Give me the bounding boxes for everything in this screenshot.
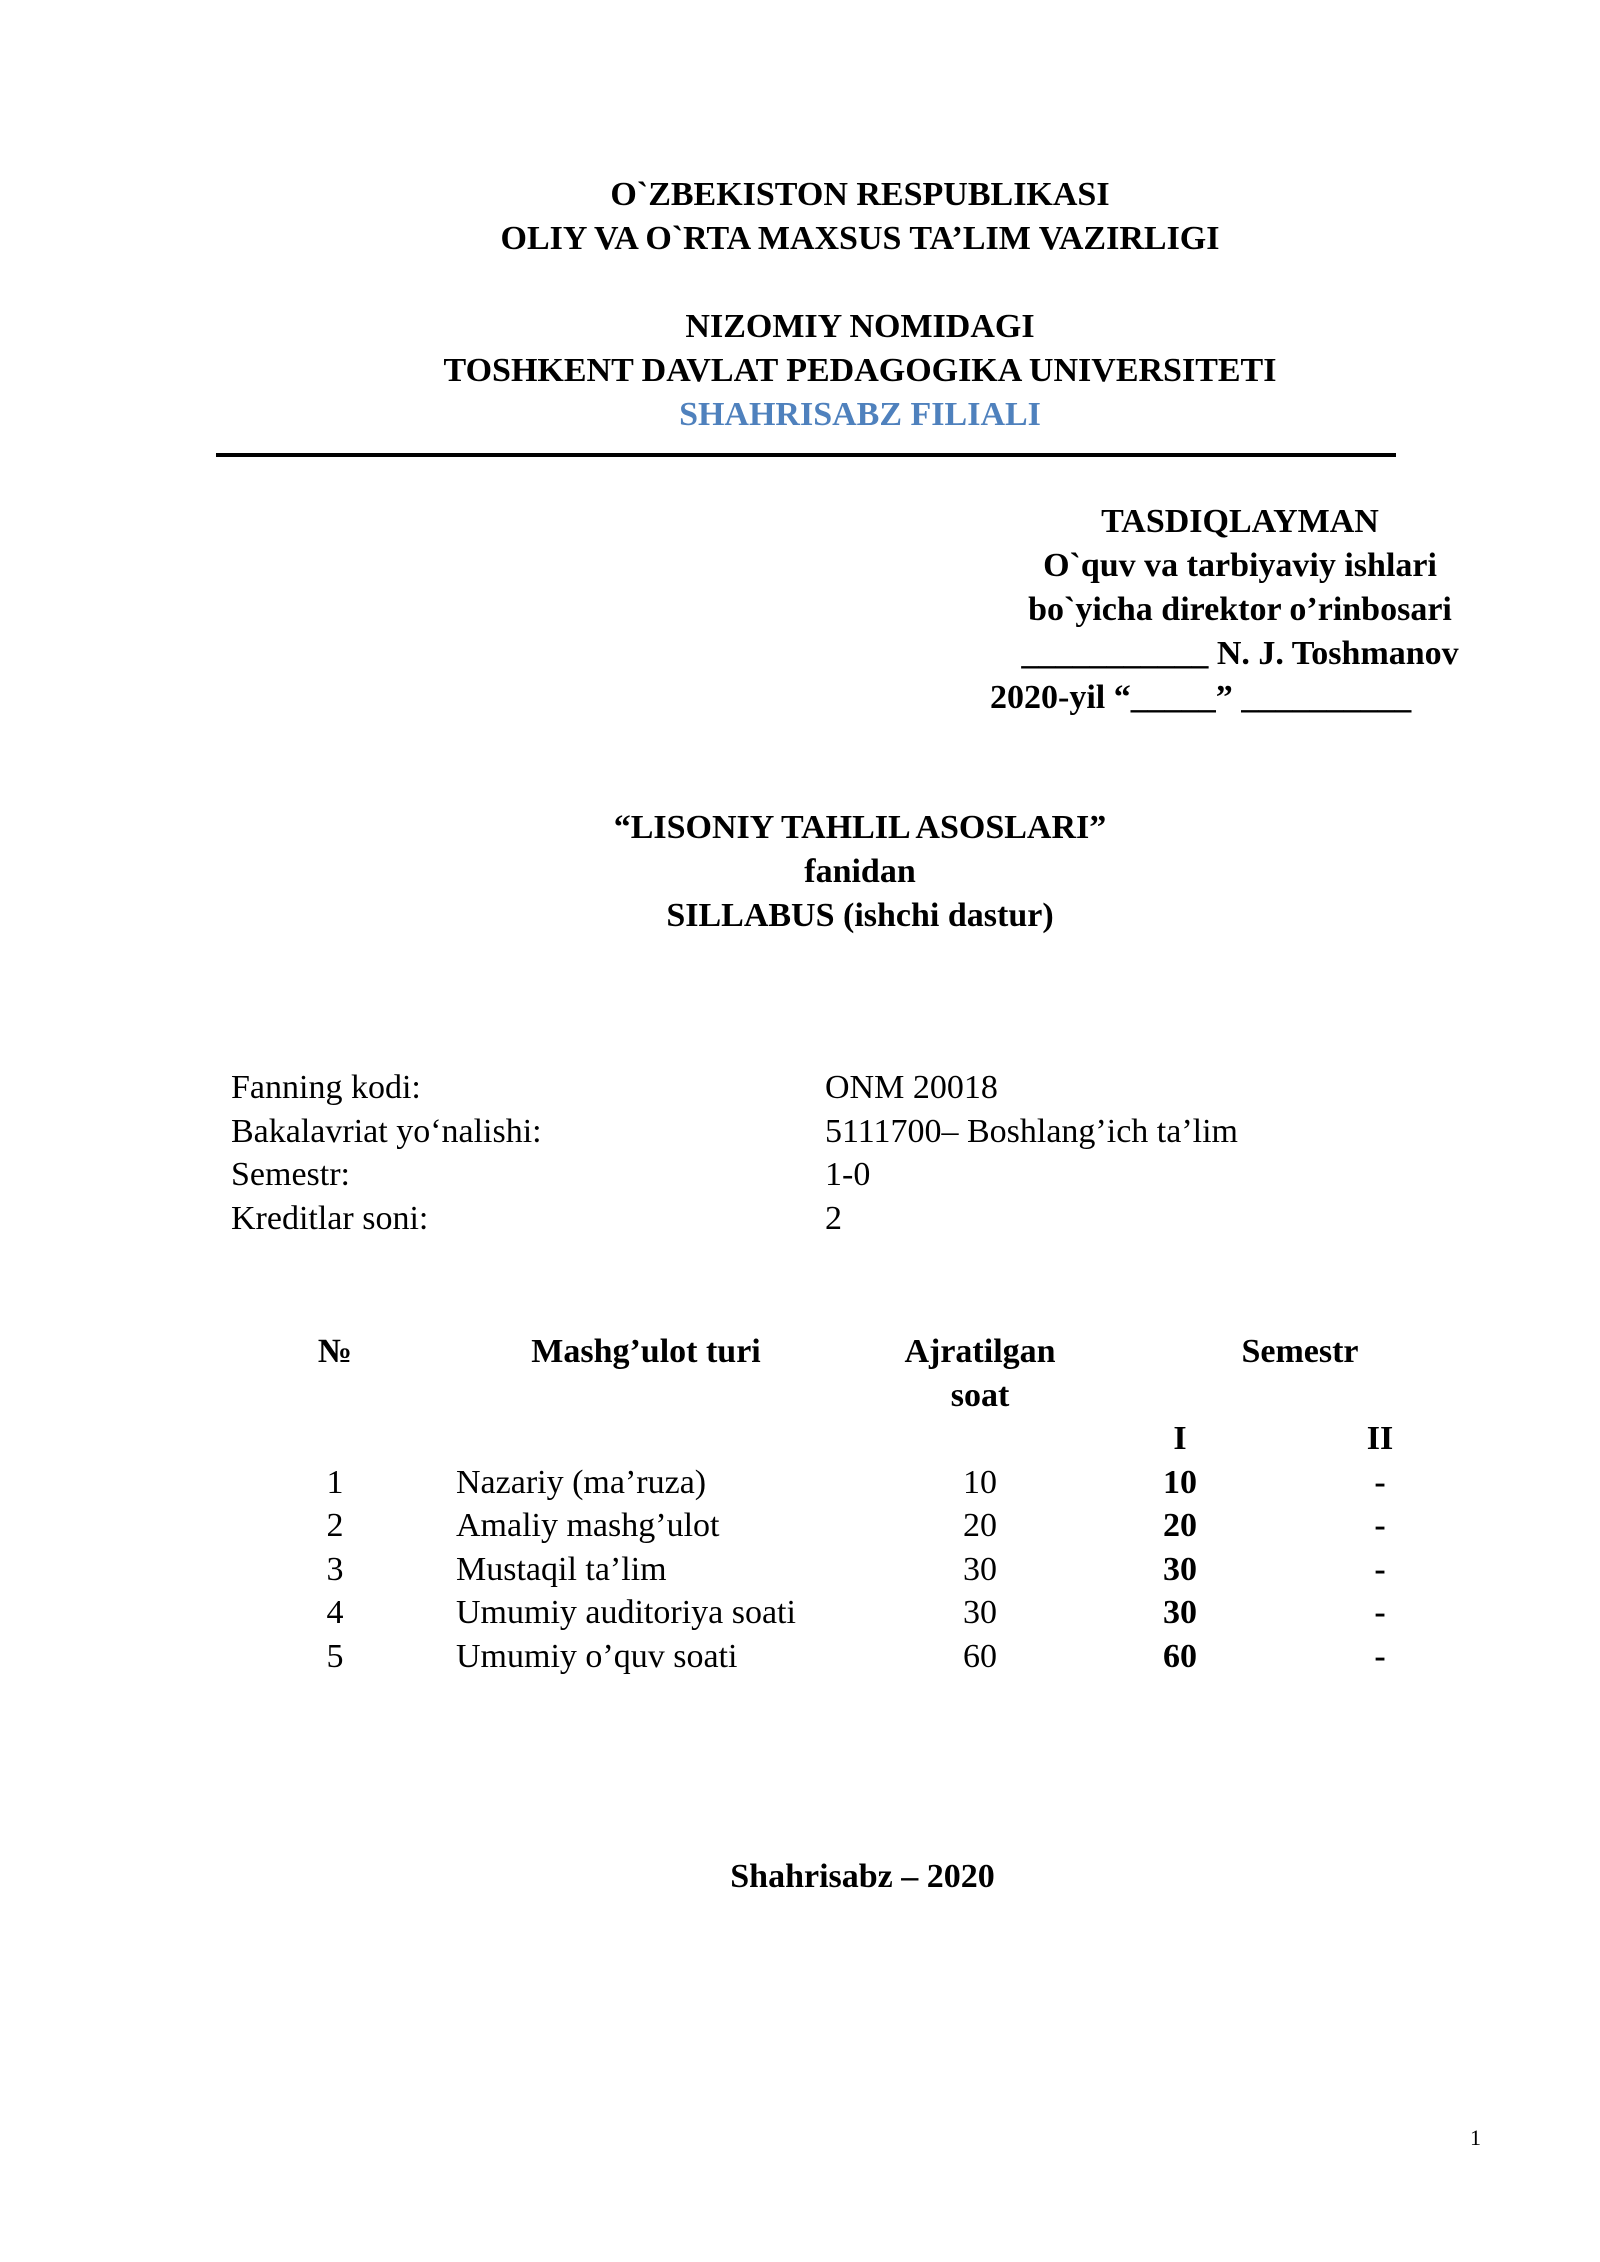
subject-title: “LISONIY TAHLIL ASOSLARI”: [613, 809, 1107, 846]
table-row-semester-2: -: [1374, 1594, 1386, 1631]
table-row-semester-1: 30: [1163, 1594, 1197, 1631]
table-row-semester-2: -: [1374, 1507, 1386, 1544]
table-row-type: Umumiy o’quv soati: [456, 1637, 738, 1675]
table-row-number: 4: [326, 1594, 344, 1631]
ministry-line-1: O`ZBEKISTON RESPUBLIKASI: [610, 176, 1110, 213]
university-header: [0, 305, 1600, 437]
ministry-header: [0, 173, 1600, 261]
ministry-line-2: OLIY VA O`RTA MAXSUS TA’LIM VAZIRLIGI: [500, 220, 1220, 257]
table-row-number: 2: [326, 1507, 344, 1544]
university-line-2: TOSHKENT DAVLAT PEDAGOGIKA UNIVERSITETI: [443, 352, 1277, 389]
header-type: Mashg’ulot turi: [531, 1333, 761, 1370]
university-line-1: NIZOMIY NOMIDAGI: [685, 308, 1035, 345]
header-semester-2: II: [1366, 1420, 1394, 1457]
table-row-hours: 10: [963, 1463, 997, 1501]
info-value: 5111700– Boshlang’ich ta’lim: [825, 1112, 1238, 1150]
approval-block: [960, 500, 1520, 720]
table-row-semester-1: 30: [1163, 1550, 1197, 1588]
page-number: 1: [1470, 2125, 1481, 2150]
table-row-semester-1: 60: [1163, 1637, 1197, 1675]
table-row-hours: 20: [963, 1507, 997, 1544]
title-line-3: SILLABUS (ishchi dastur): [666, 897, 1054, 934]
header-hours-line-2: soat: [950, 1376, 1010, 1414]
approval-line-1: O`quv va tarbiyaviy ishlari: [1043, 547, 1437, 584]
table-row-type: Nazariy (ma’ruza): [456, 1463, 707, 1501]
header-semester-1: I: [1173, 1420, 1187, 1457]
table-row-number: 1: [326, 1463, 344, 1501]
info-label: Fanning kodi:: [231, 1069, 421, 1106]
info-label: Bakalavriat yo‘nalishi:: [231, 1112, 542, 1150]
header-number: №: [317, 1333, 353, 1370]
branch-name: SHAHRISABZ FILIALI: [679, 396, 1041, 433]
table-row-number: 3: [326, 1550, 344, 1588]
info-value: ONM 20018: [825, 1069, 998, 1106]
table-row-hours: 60: [963, 1637, 997, 1675]
info-label: Kreditlar soni:: [231, 1199, 429, 1237]
table-row-semester-1: 10: [1163, 1463, 1197, 1501]
info-value: 2: [825, 1199, 842, 1237]
info-label: Semestr:: [231, 1156, 350, 1193]
approval-date: 2020-yil “_____” __________: [990, 679, 1412, 716]
table-row-type: Umumiy auditoriya soati: [456, 1594, 796, 1631]
info-value: 1-0: [825, 1156, 871, 1193]
header-divider: [216, 453, 1396, 457]
place-and-year: Shahrisabz – 2020: [730, 1858, 995, 1895]
title-line-2: fanidan: [804, 853, 916, 890]
table-row-semester-2: -: [1374, 1463, 1386, 1501]
table-row-semester-2: -: [1374, 1550, 1386, 1588]
table-row-semester-1: 20: [1163, 1507, 1197, 1544]
table-row-hours: 30: [963, 1550, 997, 1588]
header-semester: Semestr: [1241, 1333, 1359, 1370]
table-row-semester-2: -: [1374, 1637, 1386, 1675]
table-row-type: Amaliy mashg’ulot: [456, 1507, 720, 1544]
approval-line-2: bo`yicha direktor o’rinbosari: [1028, 591, 1452, 628]
approval-signature: ___________ N. J. Toshmanov: [1021, 635, 1459, 672]
approval-title: TASDIQLAYMAN: [1101, 503, 1379, 540]
table-row-number: 5: [326, 1637, 344, 1675]
table-row-hours: 30: [963, 1594, 997, 1631]
document-title: [0, 806, 1600, 938]
table-row-type: Mustaqil ta’lim: [456, 1550, 667, 1588]
header-hours-line-1: Ajratilgan: [904, 1333, 1056, 1370]
